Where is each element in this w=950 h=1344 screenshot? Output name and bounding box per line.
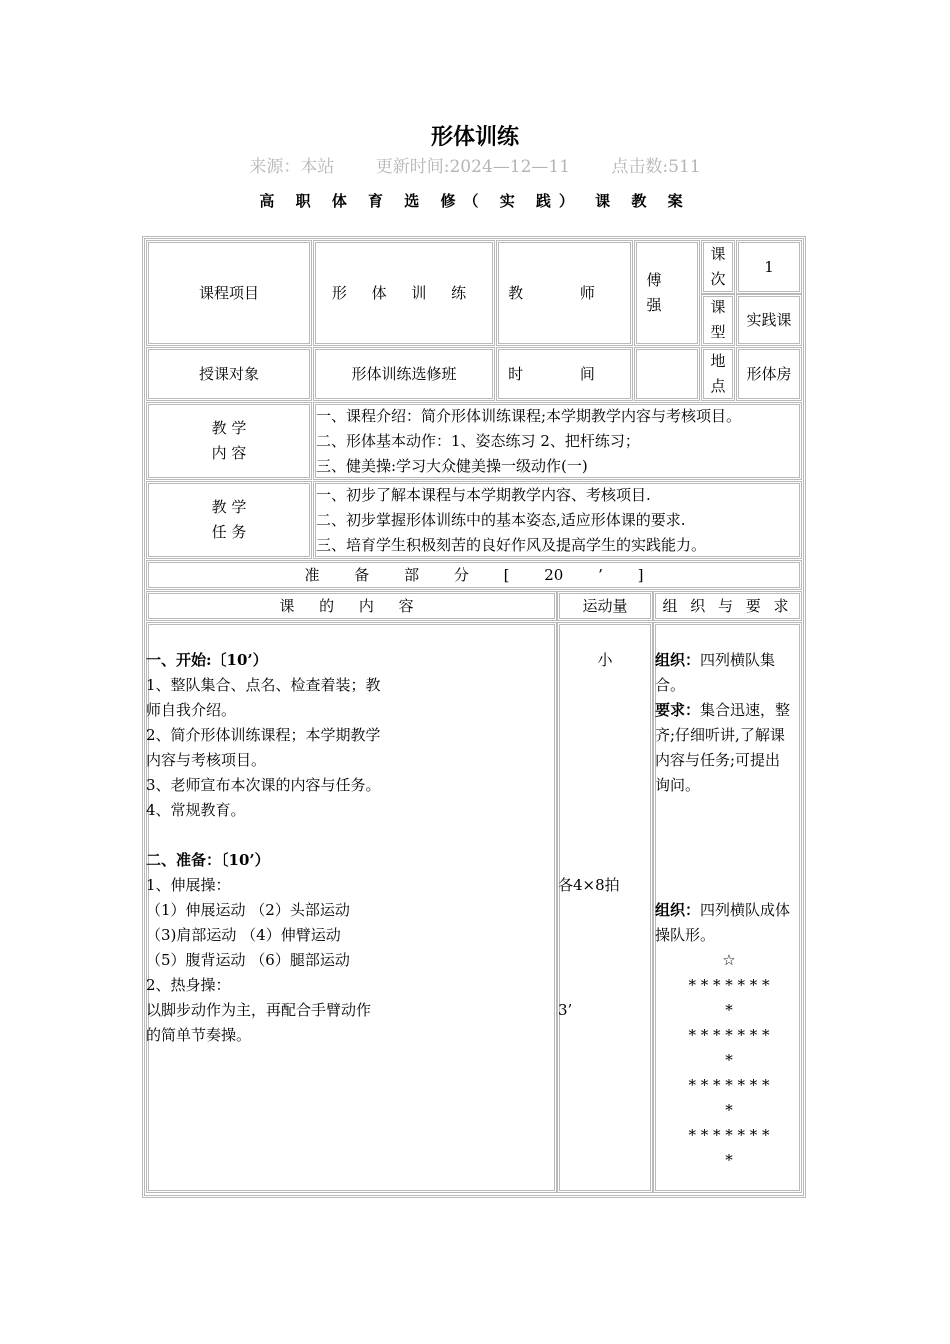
formation-row: * bbox=[725, 1101, 733, 1119]
teacher-value-cell bbox=[634, 240, 700, 346]
section1-load-value: 小 bbox=[597, 651, 613, 669]
section1-line: 1、整队集合、点名、检查着装；教 bbox=[146, 676, 381, 694]
body-load-cell bbox=[557, 622, 653, 1193]
lesson-no-label-cell bbox=[701, 240, 735, 294]
req-text: 内容与任务;可提出 bbox=[655, 751, 781, 769]
lesson-type-value-cell bbox=[736, 294, 802, 346]
formation-row: * bbox=[725, 1051, 733, 1069]
section2-line: 2、热身操： bbox=[146, 976, 231, 994]
org-label: 组织： bbox=[655, 651, 701, 669]
lesson-type-label-cell bbox=[701, 294, 735, 346]
section1-org bbox=[655, 648, 803, 798]
req-label: 要求： bbox=[655, 701, 701, 719]
section2-line: 以脚步动作为主，再配合手臂动作 bbox=[146, 1001, 372, 1019]
column-content-label: 课 的 内 容 bbox=[279, 596, 424, 615]
column-load-header bbox=[557, 591, 653, 621]
tasks-lines-cell bbox=[313, 481, 802, 559]
place-value: 形体房 bbox=[746, 364, 792, 383]
teacher-label-cell bbox=[496, 240, 633, 346]
section1-line: 内容与考核项目。 bbox=[146, 751, 267, 769]
section1-line: 4、常规教育。 bbox=[146, 801, 246, 819]
source-text: 来源：本站 bbox=[249, 157, 335, 177]
place-label: 地点 bbox=[710, 352, 726, 395]
course-value: 形 体 训 练 bbox=[331, 283, 477, 302]
column-content-header bbox=[146, 591, 557, 621]
section1-line: 2、简介形体训练课程；本学期教学 bbox=[146, 726, 381, 744]
lesson-no-value: 1 bbox=[764, 257, 774, 276]
content-lines-cell bbox=[313, 402, 802, 480]
star-icon: ☆ bbox=[722, 951, 736, 969]
section2-line: （3)肩部运动 （4）伸臂运动 bbox=[146, 926, 341, 944]
org-text: 合。 bbox=[655, 676, 686, 694]
org-text: 操队形。 bbox=[655, 926, 716, 944]
teacher-label: 教 师 bbox=[508, 283, 621, 302]
content-line: 三、健美操:学习大众健美操一级动作(一) bbox=[316, 456, 588, 475]
content-label-line: 内 容 bbox=[211, 444, 247, 462]
time-label-cell bbox=[496, 347, 633, 401]
section2-load-value: 3’ bbox=[558, 1001, 573, 1019]
req-text: 齐;仔细听讲,了解课 bbox=[655, 726, 785, 744]
section2-line: （1）伸展运动 （2）头部运动 bbox=[146, 901, 350, 919]
section1-content bbox=[146, 648, 381, 823]
org-text: 四列横队成体 bbox=[700, 901, 791, 919]
place-value-cell bbox=[736, 347, 802, 401]
course-value-cell bbox=[313, 240, 495, 346]
section2-line: 的简单节奏操。 bbox=[146, 1026, 252, 1044]
lesson-type-label: 课型 bbox=[710, 298, 726, 341]
section2-line: 1、伸展操： bbox=[146, 876, 231, 894]
lesson-type-value: 实践课 bbox=[746, 310, 792, 329]
audience-value: 形体训练选修班 bbox=[351, 364, 457, 383]
section2-load-2 bbox=[558, 998, 572, 1023]
section1-heading: 一、开始:〔10’） bbox=[146, 651, 268, 669]
task-line: 三、培育学生积极刻苦的良好作风及提高学生的实践能力。 bbox=[316, 535, 707, 554]
task-line: 二、初步掌握形体训练中的基本姿态,适应形体课的要求. bbox=[316, 510, 686, 529]
time-value-cell bbox=[634, 347, 700, 401]
section1-line: 师自我介绍。 bbox=[146, 701, 237, 719]
column-org-header bbox=[653, 591, 802, 621]
req-text: 集合迅速，整 bbox=[700, 701, 791, 719]
course-label-cell bbox=[146, 240, 312, 346]
formation-row: * * * * * * * bbox=[688, 1076, 770, 1094]
task-line: 一、初步了解本课程与本学期教学内容、考核项目. bbox=[316, 485, 651, 504]
req-text: 询问。 bbox=[655, 776, 701, 794]
article-meta bbox=[0, 152, 950, 177]
tasks-label-line: 教 学 bbox=[211, 498, 247, 516]
updated-text: 更新时间:2024—12—11 bbox=[375, 157, 571, 177]
prep-header-cell bbox=[146, 560, 802, 590]
formation-row: * bbox=[725, 1151, 733, 1169]
formation-row: * * * * * * * bbox=[688, 1126, 770, 1144]
section2-load-value: 各4×8拍 bbox=[558, 876, 620, 894]
time-label: 时 间 bbox=[508, 364, 621, 383]
content-label-cell bbox=[146, 402, 312, 480]
prep-header: 准 备 部 分 [ 20 ’ ] bbox=[304, 565, 644, 584]
audience-label-cell bbox=[146, 347, 312, 401]
tasks-label-cell bbox=[146, 481, 312, 559]
org-text: 四列横队集 bbox=[700, 651, 776, 669]
place-label-cell bbox=[701, 347, 735, 401]
section1-line: 3、老师宣布本次课的内容与任务。 bbox=[146, 776, 381, 794]
section1-load bbox=[557, 648, 653, 673]
section2-org bbox=[655, 898, 803, 948]
column-org-label: 组 织 与 要 求 bbox=[662, 596, 793, 615]
course-label: 课程项目 bbox=[198, 283, 259, 302]
lesson-no-value-cell bbox=[736, 240, 802, 294]
content-line: 二、形体基本动作：1、姿态练习 2、把杆练习； bbox=[316, 431, 640, 450]
page-title: 形体训练 bbox=[430, 125, 519, 150]
section2-content bbox=[146, 848, 371, 1048]
section2-load-1 bbox=[558, 873, 620, 898]
org-label: 组织： bbox=[655, 901, 701, 919]
content-label-line: 教 学 bbox=[211, 419, 247, 437]
audience-value-cell bbox=[313, 347, 495, 401]
section2-line: （5）腹背运动 （6）腿部运动 bbox=[146, 951, 350, 969]
formation-row: * * * * * * * bbox=[688, 1026, 770, 1044]
teacher-value: 傅 强 bbox=[646, 271, 688, 314]
section2-heading: 二、准备：〔10’） bbox=[146, 851, 270, 869]
audience-label: 授课对象 bbox=[198, 364, 259, 383]
tasks-label-line: 任 务 bbox=[211, 523, 247, 541]
formation-diagram bbox=[654, 948, 804, 1173]
content-line: 一、课程介绍：简介形体训练课程;本学期教学内容与考核项目。 bbox=[316, 406, 742, 425]
formation-row: * * * * * * * bbox=[688, 976, 770, 994]
formation-row: * bbox=[725, 1001, 733, 1019]
lesson-no-label: 课次 bbox=[710, 245, 726, 288]
column-load-label: 运动量 bbox=[582, 596, 628, 615]
clicks-text: 点击数:511 bbox=[611, 157, 701, 177]
document-subtitle: 高 职 体 育 选 修（ 实 践） 课 教 案 bbox=[259, 192, 691, 210]
